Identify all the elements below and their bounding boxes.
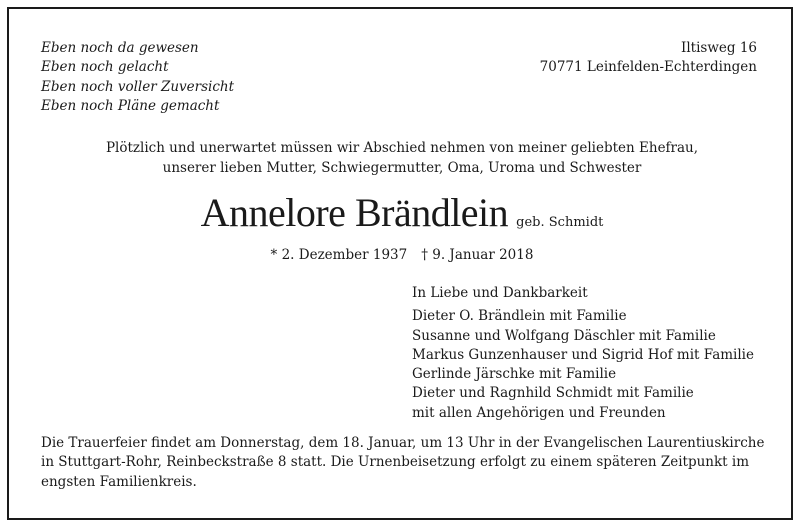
poem xyxy=(41,39,234,116)
death-date: † 9. Januar 2018 xyxy=(421,247,534,263)
deceased-heading xyxy=(9,189,795,236)
birth-date: * 2. Dezember 1937 xyxy=(270,247,408,263)
notice-line: engsten Familienkreis. xyxy=(41,473,197,490)
birth-name: geb. Schmidt xyxy=(516,215,604,230)
mourner-entry: Dieter und Ragnhild Schmidt mit Familie xyxy=(412,385,694,402)
notice-line: in Stuttgart-Rohr, Reinbeckstraße 8 statt. Die Urnenbeisetzung erfolgt zu einem späteren Zeitpunkt im xyxy=(41,454,749,471)
poem-line: Eben noch voller Zuversicht xyxy=(41,78,235,95)
family-address xyxy=(540,39,757,78)
mourners-lead: In Liebe und Dankbarkeit xyxy=(412,285,588,301)
deceased-name: Annelore Brändlein xyxy=(200,190,509,235)
address-city: 70771 Leinfelden-Echterdingen xyxy=(539,59,757,76)
life-dates xyxy=(9,247,795,263)
mourners-list xyxy=(412,284,754,423)
poem-line: Eben noch Pläne gemacht xyxy=(41,97,220,114)
address-street: Iltisweg 16 xyxy=(681,40,757,56)
intro-line: unserer lieben Mutter, Schwiegermutter, Oma, Uroma und Schwester xyxy=(162,159,642,176)
notice-line: Die Trauerfeier findet am Donnerstag, dem 18. Januar, um 13 Uhr in der Evangelischen Laurentiuskirche xyxy=(41,435,765,451)
poem-line: Eben noch da gewesen xyxy=(41,40,199,56)
mourner-entry: Markus Gunzenhauser und Sigrid Hof mit Familie xyxy=(412,346,754,363)
funeral-notice xyxy=(41,434,769,492)
poem-line: Eben noch gelacht xyxy=(41,59,169,76)
mourner-entry: mit allen Angehörigen und Freunden xyxy=(412,404,666,421)
intro-text xyxy=(9,139,795,178)
mourner-entry: Gerlinde Järschke mit Familie xyxy=(412,366,617,383)
mourner-entry: Susanne und Wolfgang Däschler mit Familie xyxy=(412,327,716,344)
obituary-frame xyxy=(7,7,793,520)
mourner-entry: Dieter O. Brändlein mit Familie xyxy=(412,308,627,325)
intro-line: Plötzlich und unerwartet müssen wir Abschied nehmen von meiner geliebten Ehefrau, xyxy=(105,140,699,156)
